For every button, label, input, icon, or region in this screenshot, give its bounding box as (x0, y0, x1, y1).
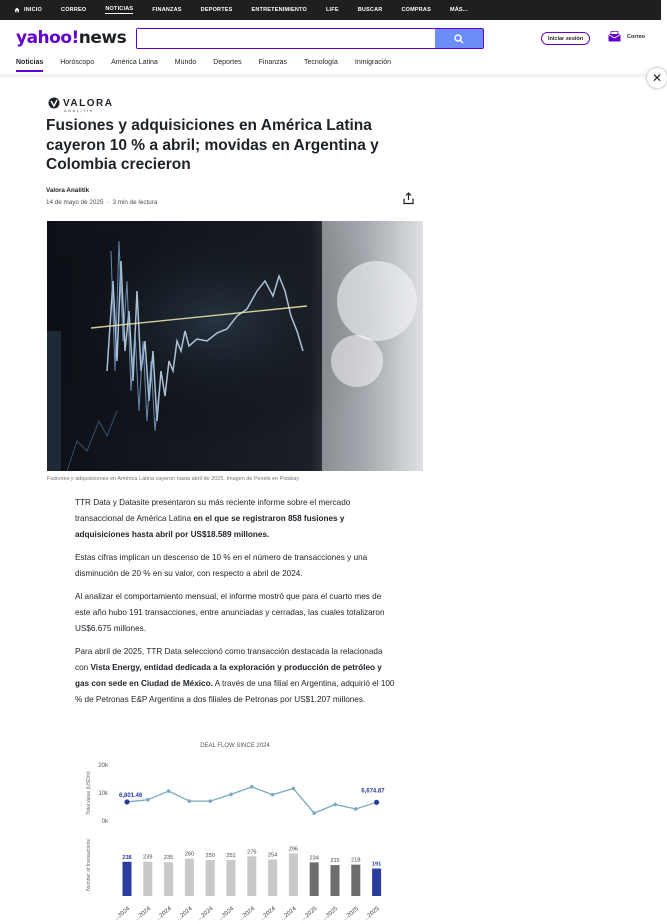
share-button[interactable] (402, 192, 415, 210)
line-point (354, 807, 358, 811)
article-date: 14 de mayo de 2025 (46, 199, 104, 206)
line-y-tick: 10k (98, 791, 108, 797)
bar-value-label: 260 (184, 851, 195, 858)
nav-item-america-latina[interactable]: América Latina (111, 59, 158, 66)
bar-value-label: 276 (247, 849, 257, 856)
article-body (75, 495, 397, 715)
x-tick-label: ...2025 (300, 905, 319, 923)
topnav-finance[interactable]: FINANZAS (152, 7, 182, 13)
nav-item-noticias[interactable]: Noticias (16, 59, 43, 72)
deal-flow-chart (80, 735, 400, 923)
article-author[interactable]: Valora Analitik (46, 187, 90, 194)
article-meta: 14 de mayo de 2025 · 3 min de lectura (46, 199, 158, 206)
site-header (0, 20, 661, 56)
line-y-label: Total value (USDm) (86, 771, 92, 815)
nav-item-mundo[interactable]: Mundo (174, 59, 197, 66)
article-title: Fusiones y adquisiciones en América Latina cayeron 10 % a abril; movidas en Argentina y Colombia crecieron (46, 117, 379, 173)
x-tick-label: ...2024 (196, 905, 215, 923)
line-point (271, 793, 275, 797)
topnav-life[interactable]: LIFE (325, 7, 339, 13)
bar (247, 856, 256, 896)
topnav-mail[interactable]: CORREO (61, 7, 87, 13)
line-y-tick: 20k (98, 763, 108, 769)
nav-item-deportes[interactable]: Deportes (213, 59, 242, 66)
article-photo (47, 221, 423, 471)
search-bar (136, 28, 484, 49)
bar (351, 865, 360, 896)
line-point (167, 789, 171, 793)
topnav-entertainment[interactable]: ENTRETENIMIENTO (251, 7, 307, 13)
topnav-search[interactable]: BUSCAR (357, 7, 383, 13)
line-point (188, 799, 192, 803)
search-input[interactable] (137, 29, 435, 48)
bar-value-label: 191 (371, 861, 382, 868)
x-tick-label: ...2025 (342, 905, 361, 923)
x-tick-label: ...2024 (217, 905, 236, 923)
close-button[interactable] (647, 68, 667, 88)
line-point (124, 799, 129, 804)
nav-item-tecnologia[interactable]: Tecnología (304, 59, 338, 66)
bar-value-label: 235 (163, 855, 174, 862)
bar (310, 862, 319, 896)
x-tick-label: ...2024 (238, 905, 257, 923)
bar-value-label: 250 (205, 853, 215, 860)
read-time: 3 min de lectura (112, 199, 158, 206)
paragraph-4: Para abril de 2025, TTR Data seleccionó como transacción destacada la relacionada con Vista Energy, entidad dedicada a la exploración y producción de petróleo y gas con sede en Ciudad de México. A través de una filial en Argentina, adquirió el 100 % de Petronas E&P Argentina a dos filiales de Petronas por US$1.207 millones. (75, 647, 395, 704)
line-point (292, 787, 296, 791)
x-tick-label: ...2024 (154, 905, 173, 923)
x-tick-label: ...2024 (258, 905, 277, 923)
nav-item-horoscopo[interactable]: Horóscopo (60, 59, 95, 66)
x-tick-label: ...2024 (113, 905, 132, 923)
bar-value-label: 254 (267, 852, 278, 859)
photo-caption: Fusiones y adquisiciones en América Latina cayeron hasta abril de 2025. Imagen de Pexels en Pixabay (47, 476, 300, 482)
bar (123, 862, 132, 896)
bar (268, 859, 277, 896)
mail-link[interactable]: Correo (608, 31, 645, 42)
paragraph-1: TTR Data y Datasite presentaron su más reciente informe sobre el mercado transaccional de América Latina en el que se registraron 858 fusiones y adquisiciones hasta abril por US$18.589 millones. (75, 498, 351, 539)
topnav-sports[interactable]: DEPORTES (200, 7, 233, 13)
bar-value-label: 251 (226, 852, 236, 859)
bar-y-label: Number of transactions (86, 839, 92, 891)
bar-value-label: 218 (351, 857, 361, 864)
mail-icon (608, 31, 621, 42)
x-tick-label: ...2024 (279, 905, 298, 923)
chart-title: DEAL FLOW SINCE 2024 (200, 743, 270, 749)
bar (289, 853, 298, 896)
bar-value-label: 296 (288, 846, 299, 853)
publisher-logo[interactable]: VALORA ANALITIK (48, 97, 113, 109)
nav-item-inmigracion[interactable]: Inmigración (354, 59, 392, 66)
bar (143, 862, 152, 896)
topnav-more[interactable]: MÁS... (449, 7, 468, 13)
bar-value-label: 239 (143, 854, 153, 861)
bar (206, 860, 215, 896)
x-tick-label: ...2024 (175, 905, 194, 923)
share-icon (402, 192, 415, 205)
paragraph-2: Estas cifras implican un descenso de 10 % en el número de transacciones y una disminución de 20 % en su valor, con respecto a abril de 2024. (75, 553, 368, 578)
nav-item-finanzas[interactable]: Finanzas (258, 59, 288, 66)
topnav-home[interactable]: INICIO (14, 7, 42, 13)
line-label-first: 6,801.46 (119, 792, 143, 799)
topnav-shopping[interactable]: COMPRAS (401, 7, 431, 13)
line-series (127, 787, 377, 813)
bar-value-label: 238 (122, 854, 132, 861)
line-point (333, 803, 337, 807)
x-tick-label: ...2025 (362, 905, 381, 923)
line-y-tick: 0k (101, 819, 108, 825)
line-point (374, 800, 379, 805)
search-icon (454, 34, 464, 44)
yahoo-news-logo[interactable]: yahoo!news (16, 28, 127, 48)
line-point (229, 793, 233, 797)
x-tick-label: ...2024 (134, 905, 153, 923)
line-point (146, 798, 150, 802)
bar (331, 865, 340, 896)
search-button[interactable] (435, 29, 483, 48)
bar-value-label: 234 (309, 855, 319, 862)
top-navigation-bar (0, 0, 661, 20)
line-point (250, 785, 254, 789)
bar (227, 860, 236, 896)
bar-value-label: 215 (330, 858, 340, 865)
x-tick-label: ...2025 (321, 905, 340, 923)
close-icon: ✕ (651, 71, 663, 85)
section-nav (16, 59, 408, 72)
home-icon (14, 7, 20, 13)
bar (372, 869, 381, 896)
valora-logo-icon (48, 97, 60, 109)
line-point (312, 811, 316, 815)
line-point (208, 799, 212, 803)
line-label-last: 6,674.87 (361, 788, 385, 795)
paragraph-3: Al analizar el comportamiento mensual, el informe mostró que para el cuarto mes de este año hubo 191 transacciones, entre anunciadas y cerradas, las cuales totalizaron US$6.675 millones. (75, 592, 385, 633)
header-shadow (0, 74, 661, 80)
topnav-news[interactable]: NOTICIAS (105, 6, 134, 12)
bar (185, 859, 194, 896)
signin-button[interactable]: Iniciar sesión (541, 32, 590, 45)
bar (164, 862, 173, 896)
